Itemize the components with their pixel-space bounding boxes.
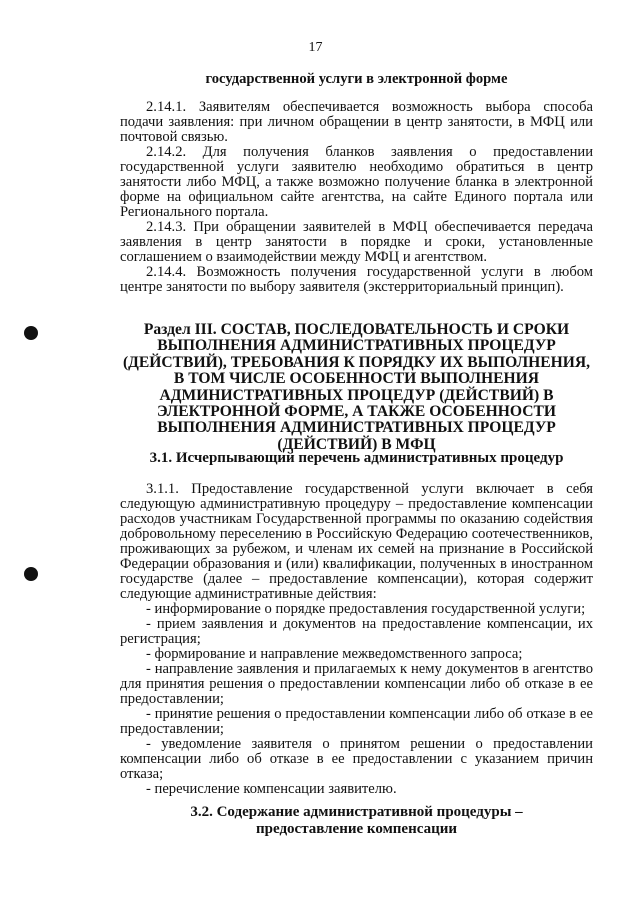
action-item: - прием заявления и документов на предоставление компенсации, их регистрация; <box>120 616 593 647</box>
section-3-title: Раздел III. СОСТАВ, ПОСЛЕДОВАТЕЛЬНОСТЬ И СРОКИ ВЫПОЛНЕНИЯ АДМИНИСТРАТИВНЫХ ПРОЦЕДУР (ДЕЙСТВИЙ), ТРЕБОВАНИЯ К ПОРЯДКУ ИХ ВЫПОЛНЕНИЯ, В ТОМ ЧИСЛЕ ОСОБЕННОСТИ ВЫПОЛНЕНИЯ АДМИНИСТРАТИВНЫХ ПРОЦЕДУР (ДЕЙСТВИЙ) В ЭЛЕКТРОННОЙ ФОРМЕ, А ТАКЖЕ ОСОБЕННОСТИ ВЫПОЛНЕНИЯ АДМИНИСТРАТИВНЫХ ПРОЦЕДУР (ДЕЙСТВИЙ) В МФЦ <box>122 321 591 453</box>
paragraph-2-14-4: 2.14.4. Возможность получения государственной услуги в любом центре занятости по выбору заявителя (экстерриториальный принцип). <box>120 264 593 295</box>
section-214 <box>120 100 593 295</box>
subsection-3-2-line1: 3.2. Содержание административной процедуры – <box>190 804 523 820</box>
paragraph-2-14-3: 2.14.3. При обращении заявителей в МФЦ обеспечивается передача заявления в центр занятости в порядке и сроки, установленные соглашением о взаимодействии между МФЦ и агентством. <box>120 219 593 265</box>
top-heading: государственной услуги в электронной форме <box>205 71 508 87</box>
paragraph-2-14-2: 2.14.2. Для получения бланков заявления о предоставлении государственной услуги заявителю необходимо обратиться в центр занятости либо МФЦ, а также возможно получение бланка в электронной форме на официальном сайте агентства, на сайте Единого портала или Регионального портала. <box>120 144 593 220</box>
action-item: - формирование и направление межведомственного запроса; <box>146 646 523 662</box>
punch-hole-bottom <box>24 567 38 581</box>
action-item: - уведомление заявителя о принятом решении о предоставлении компенсации либо об отказе в ее предоставлении с указанием причин отказа; <box>120 736 593 782</box>
subsection-3-2-line2: предоставление компенсации <box>256 821 457 837</box>
action-item: - информирование о порядке предоставления государственной услуги; <box>146 601 586 617</box>
paragraph-3-1-1: 3.1.1. Предоставление государственной услуги включает в себя следующую административную процедуру – предоставление компенсации расходов участникам Государственной программы по оказанию содействия добровольному переселению в Российскую Федерацию соотечественников, проживающих за рубежом, и членам их семей на признание в Российской Федерации образования и (или) квалификации, полученных в иностранном государстве (далее – предоставление компенсации), которая содержит следующие административные действия: <box>120 481 593 602</box>
action-item: - перечисление компенсации заявителю. <box>146 781 397 797</box>
subsection-3-1-title: 3.1. Исчерпывающий перечень административных процедур <box>149 450 564 466</box>
section-311 <box>120 482 593 797</box>
page-number: 17 <box>308 40 323 55</box>
action-item: - направление заявления и прилагаемых к нему документов в агентство для принятия решения о предоставлении компенсации либо об отказе в ее предоставлении; <box>120 661 593 707</box>
action-item: - принятие решения о предоставлении компенсации либо об отказе в ее предоставлении; <box>120 706 593 737</box>
paragraph-2-14-1: 2.14.1. Заявителям обеспечивается возможность выбора способа подачи заявления: при личном обращении в центр занятости, в МФЦ или почтовой связью. <box>120 99 593 145</box>
subsection-3-2-title <box>120 804 593 838</box>
punch-hole-top <box>24 326 38 340</box>
